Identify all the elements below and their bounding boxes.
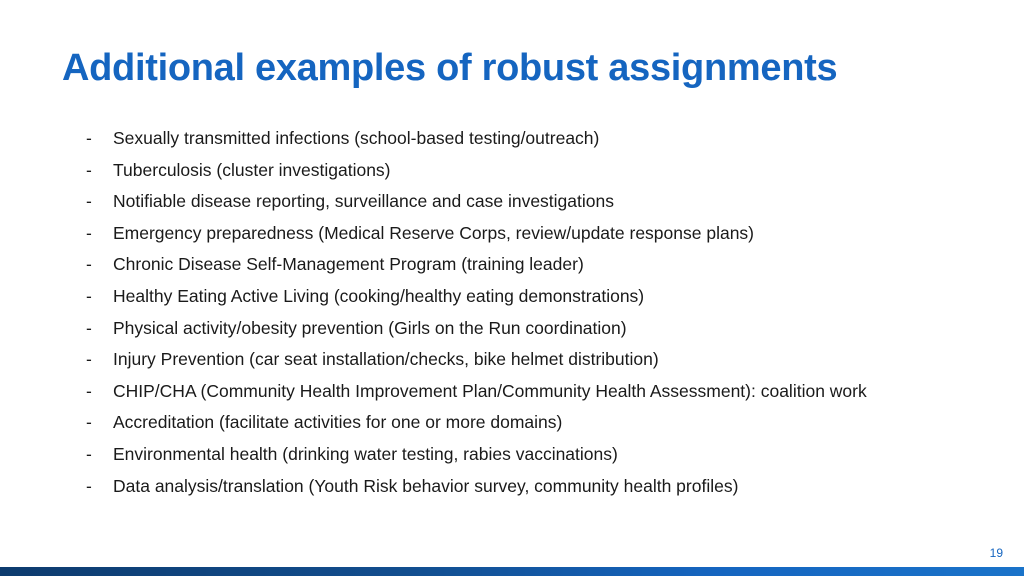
bullet-marker: - xyxy=(86,159,92,180)
slide-number: 19 xyxy=(989,546,1003,560)
list-item xyxy=(86,219,976,251)
bullet-marker: - xyxy=(86,443,92,464)
list-item xyxy=(86,250,976,282)
bullet-text: Sexually transmitted infections (school-based testing/outreach) xyxy=(113,128,600,148)
bullet-marker: - xyxy=(86,380,92,401)
bullet-text: Injury Prevention (car seat installation/checks, bike helmet distribution) xyxy=(113,349,659,370)
slide-title: Additional examples of robust assignments xyxy=(62,47,838,89)
list-item xyxy=(86,282,976,314)
bullet-text: Tuberculosis (cluster investigations) xyxy=(113,159,391,180)
bullet-marker: - xyxy=(86,317,92,338)
list-item xyxy=(86,345,976,377)
bullet-marker: - xyxy=(86,254,92,275)
bullet-marker: - xyxy=(86,412,92,433)
bullet-text: Emergency preparedness (Medical Reserve Corps, review/update response plans) xyxy=(113,222,755,243)
bullet-text: Chronic Disease Self-Management Program (training leader) xyxy=(113,254,584,275)
bullet-list xyxy=(86,124,976,503)
bullet-marker: - xyxy=(86,285,92,306)
list-item xyxy=(86,124,976,156)
bullet-text: CHIP/CHA (Community Health Improvement Plan/Community Health Assessment): coalition work xyxy=(113,380,867,401)
bullet-text: Data analysis/translation (Youth Risk behavior survey, community health profiles) xyxy=(113,475,739,496)
footer-bar xyxy=(0,567,1024,576)
bullet-marker: - xyxy=(86,191,92,212)
bullet-marker: - xyxy=(86,128,92,148)
bullet-marker: - xyxy=(86,475,92,496)
bullet-text: Notifiable disease reporting, surveillance and case investigations xyxy=(113,191,614,212)
bullet-text: Healthy Eating Active Living (cooking/healthy eating demonstrations) xyxy=(113,285,645,306)
list-item xyxy=(86,440,976,472)
bullet-text: Physical activity/obesity prevention (Girls on the Run coordination) xyxy=(113,317,627,338)
bullet-marker: - xyxy=(86,222,92,243)
list-item xyxy=(86,377,976,409)
bullet-marker: - xyxy=(86,349,92,370)
bullet-text: Accreditation (facilitate activities for one or more domains) xyxy=(113,412,563,433)
list-item xyxy=(86,314,976,346)
list-item xyxy=(86,408,976,440)
list-item xyxy=(86,156,976,188)
list-item xyxy=(86,472,976,504)
list-item xyxy=(86,187,976,219)
bullet-text: Environmental health (drinking water testing, rabies vaccinations) xyxy=(113,443,618,464)
